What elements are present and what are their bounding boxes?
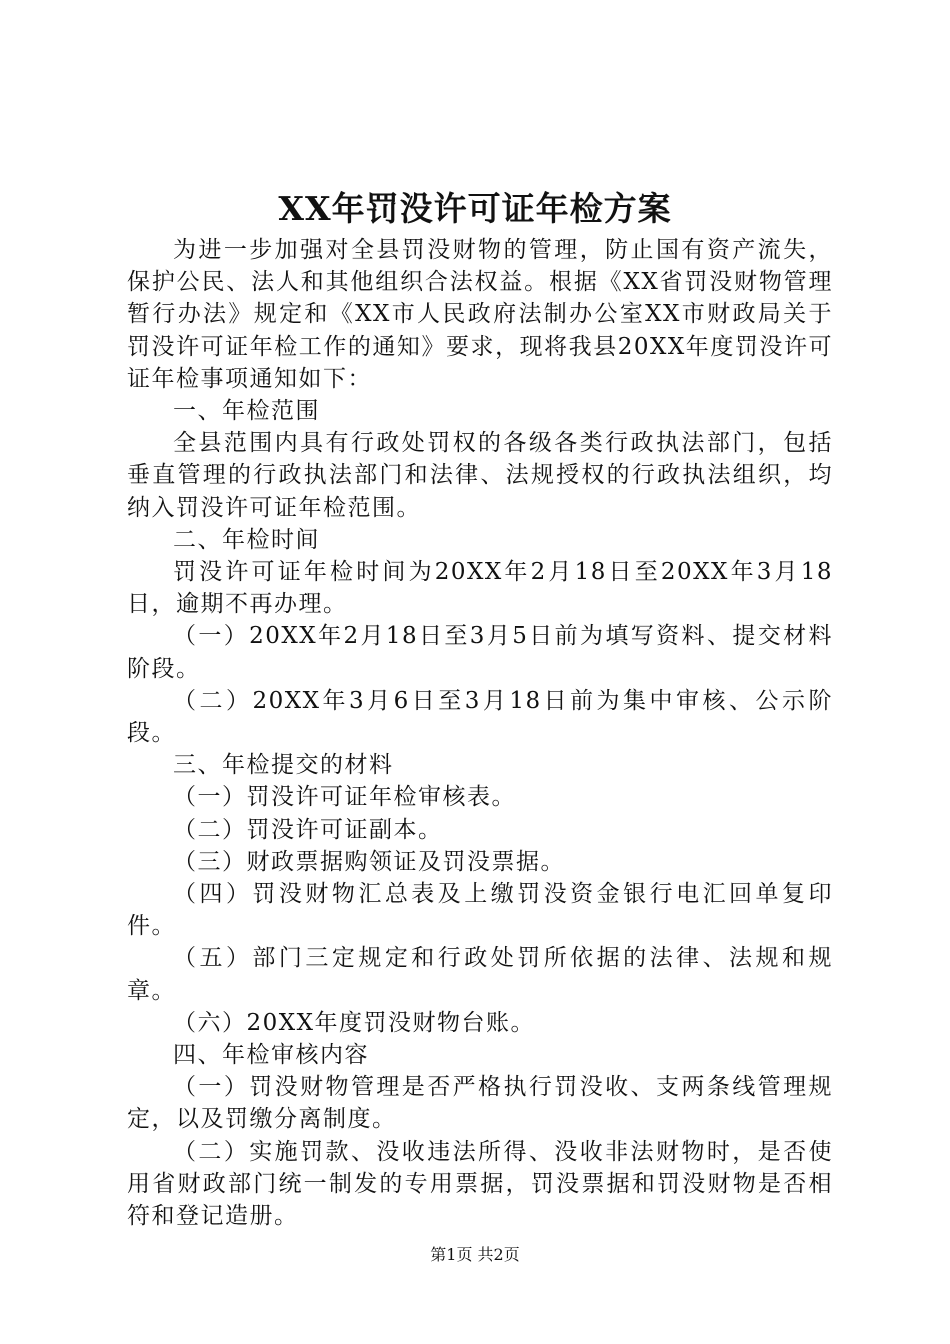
review-item-2: （二）实施罚款、没收违法所得、没收非法财物时，是否使用省财政部门统一制发的专用票据，罚没票据和罚没财物是否相符和登记造册。	[127, 1138, 833, 1230]
material-item-3: （三）财政票据购领证及罚没票据。	[173, 848, 565, 875]
material-item-4: （四）罚没财物汇总表及上缴罚没资金银行电汇回单复印件。	[127, 881, 833, 940]
material-item-1: （一）罚没许可证年检审核表。	[173, 784, 516, 811]
section-heading-materials: 三、年检提交的材料	[173, 752, 394, 779]
document-title: XX年罚没许可证年检方案	[278, 189, 672, 228]
section-heading-scope: 一、年检范围	[173, 398, 320, 425]
paragraph-time: 罚没许可证年检时间为20XX年2月18日至20XX年3月18日，逾期不再办理。	[127, 559, 833, 618]
paragraph-intro: 为进一步加强对全县罚没财物的管理，防止国有资产流失，保护公民、法人和其他组织合法权益。根据《XX省罚没财物管理暂行办法》规定和《XX市人民政府法制办公室XX市财政局关于罚没许可证年检工作的通知》要求，现将我县20XX年度罚没许可证年检事项通知如下：	[127, 237, 833, 392]
section-heading-review: 四、年检审核内容	[173, 1042, 369, 1069]
section-heading-time: 二、年检时间	[173, 526, 320, 553]
material-item-6: （六）20XX年度罚没财物台账。	[173, 1009, 536, 1036]
review-item-1: （一）罚没财物管理是否严格执行罚没收、支两条线管理规定，以及罚缴分离制度。	[127, 1074, 833, 1133]
page-footer: 第1页 共2页	[430, 1245, 520, 1264]
paragraph-time-stage-1: （一）20XX年2月18日至3月5日前为填写资料、提交材料阶段。	[127, 623, 833, 682]
material-item-5: （五）部门三定规定和行政处罚所依据的法律、法规和规章。	[127, 945, 833, 1004]
paragraph-scope: 全县范围内具有行政处罚权的各级各类行政执法部门，包括垂直管理的行政执法部门和法律、法规授权的行政执法组织，均纳入罚没许可证年检范围。	[127, 430, 833, 521]
material-item-2: （二）罚没许可证副本。	[173, 816, 443, 843]
paragraph-time-stage-2: （二）20XX年3月6日至3月18日前为集中审核、公示阶段。	[127, 687, 833, 747]
document-body	[127, 234, 833, 1232]
